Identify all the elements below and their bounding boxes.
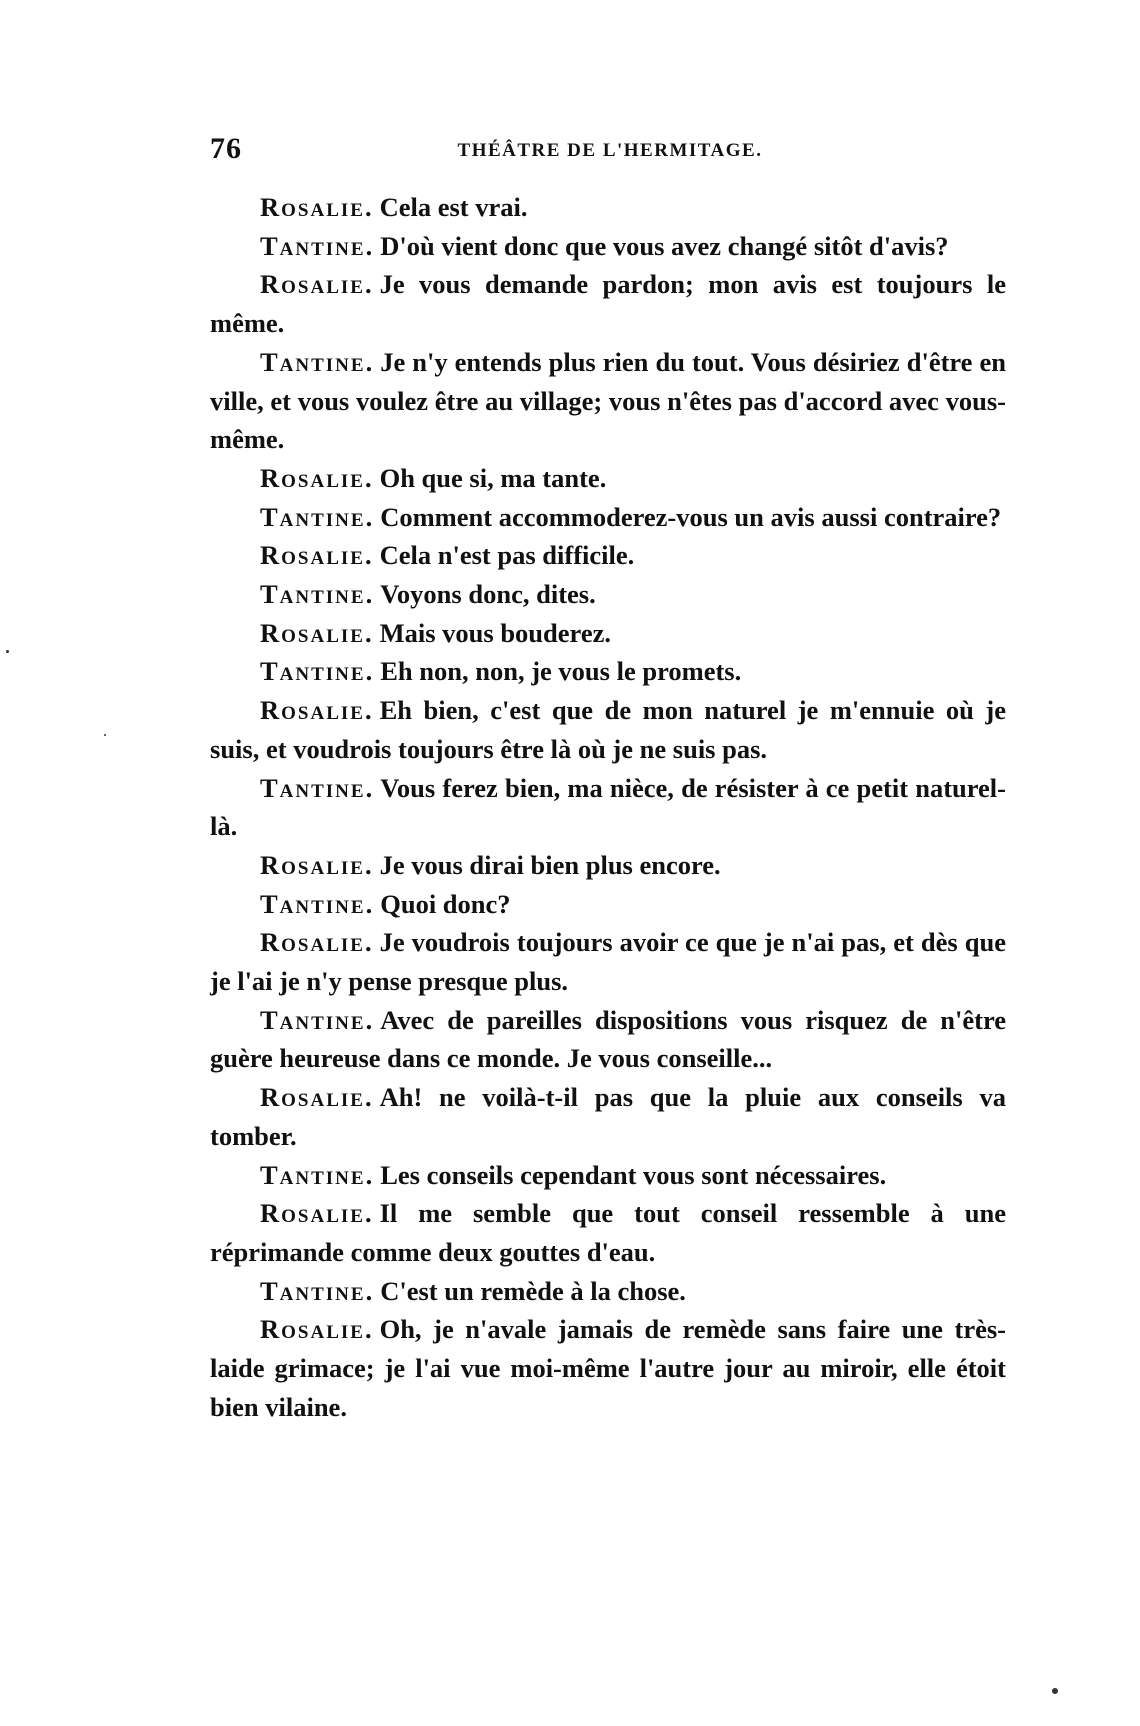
line-text: Quoi donc? xyxy=(380,888,511,919)
dialogue-line xyxy=(210,1194,1006,1271)
line-text: Mais vous bouderez. xyxy=(379,617,611,648)
dialogue-line xyxy=(210,885,1006,924)
line-text: D'où vient donc que vous avez changé sitôt d'avis? xyxy=(380,230,949,261)
line-text: Voyons donc, dites. xyxy=(380,579,596,610)
speaker-name: Tantine. xyxy=(260,230,375,261)
dialogue-body xyxy=(210,188,1006,1427)
dialogue-line xyxy=(210,1078,1006,1155)
speaker-name: Tantine. xyxy=(260,656,375,687)
line-text: Avec de pareilles dispositions vous risquez de n'être guère heureuse dans ce monde. Je vous conseille... xyxy=(210,1004,1006,1074)
dialogue-line xyxy=(210,498,1006,537)
dialogue-line xyxy=(210,1001,1006,1078)
speaker-name: Rosalie. xyxy=(260,1314,374,1345)
line-text: Il me semble que tout conseil ressemble à une réprimande comme deux gouttes d'eau. xyxy=(210,1198,1006,1267)
speaker-name: Tantine. xyxy=(260,1004,375,1035)
speaker-name: Tantine. xyxy=(260,772,375,803)
page-header xyxy=(210,132,1010,172)
speaker-name: Rosalie. xyxy=(260,1082,374,1113)
line-text: Les conseils cependant vous sont nécessaires. xyxy=(380,1159,887,1190)
speaker-name: Tantine. xyxy=(260,1159,375,1190)
scan-speck xyxy=(1052,1688,1058,1694)
dialogue-line xyxy=(210,1310,1006,1426)
speaker-name: Tantine. xyxy=(260,501,375,532)
line-text: Comment accommoderez-vous un avis aussi contraire? xyxy=(380,501,1002,532)
dialogue-line xyxy=(210,343,1006,459)
line-text: Oh que si, ma tante. xyxy=(379,462,607,493)
speaker-name: Tantine. xyxy=(260,346,375,377)
dialogue-line xyxy=(210,1272,1006,1311)
line-text: Ah! ne voilà-t-il pas que la pluie aux conseils va tomber. xyxy=(210,1082,1006,1151)
speaker-name: Rosalie. xyxy=(260,849,374,880)
page-number: 76 xyxy=(210,132,242,165)
speaker-name: Tantine. xyxy=(260,579,375,610)
speaker-name: Tantine. xyxy=(260,1275,375,1306)
line-text: Cela n'est pas difficile. xyxy=(379,540,635,571)
dialogue-line xyxy=(210,846,1006,885)
dialogue-line xyxy=(210,459,1006,498)
running-title: THÉÂTRE DE L'HERMITAGE. xyxy=(457,140,763,161)
dialogue-line xyxy=(210,1156,1006,1195)
speaker-name: Rosalie. xyxy=(260,695,374,726)
line-text: Je voudrois toujours avoir ce que je n'ai pas, et dès que je l'ai je n'y pense presque plus. xyxy=(210,927,1006,997)
line-text: Eh non, non, je vous le promets. xyxy=(380,656,742,687)
speaker-name: Tantine. xyxy=(260,888,375,919)
speaker-name: Rosalie. xyxy=(260,540,374,571)
dialogue-line xyxy=(210,769,1006,846)
dialogue-line xyxy=(210,265,1006,342)
line-text: Oh, je n'avale jamais de remède sans faire une très-laide grimace; je l'ai vue moi-même l'autre jour au miroir, elle étoit bien vilaine. xyxy=(210,1314,1006,1422)
speaker-name: Rosalie. xyxy=(260,462,374,493)
speaker-name: Rosalie. xyxy=(260,192,374,222)
line-text: Je vous dirai bien plus encore. xyxy=(379,849,721,880)
dialogue-line xyxy=(210,188,1006,227)
dialogue-line xyxy=(210,923,1006,1000)
dialogue-line xyxy=(210,227,1006,266)
speaker-name: Rosalie. xyxy=(260,617,374,648)
speaker-name: Rosalie. xyxy=(260,1198,374,1229)
line-text: Je vous demande pardon; mon avis est toujours le même. xyxy=(210,269,1006,339)
line-text: Vous ferez bien, ma nièce, de résister à ce petit naturel-là. xyxy=(210,772,1006,842)
line-text: Je n'y entends plus rien du tout. Vous désiriez d'être en ville, et vous voulez être au village; vous n'êtes pas d'accord avec vous-même. xyxy=(210,346,1006,455)
dialogue-line xyxy=(210,575,1006,614)
speaker-name: Rosalie. xyxy=(260,269,374,300)
dialogue-line xyxy=(210,614,1006,653)
line-text: Eh bien, c'est que de mon naturel je m'ennuie où je suis, et voudrois toujours être là où je ne suis pas. xyxy=(210,695,1006,764)
scan-speck xyxy=(104,734,106,736)
dialogue-line xyxy=(210,536,1006,575)
dialogue-line xyxy=(210,652,1006,691)
dialogue-line xyxy=(210,691,1006,768)
speaker-name: Rosalie. xyxy=(260,927,374,958)
scan-speck xyxy=(6,650,9,653)
line-text: Cela est vrai. xyxy=(379,192,528,222)
line-text: C'est un remède à la chose. xyxy=(380,1275,686,1306)
